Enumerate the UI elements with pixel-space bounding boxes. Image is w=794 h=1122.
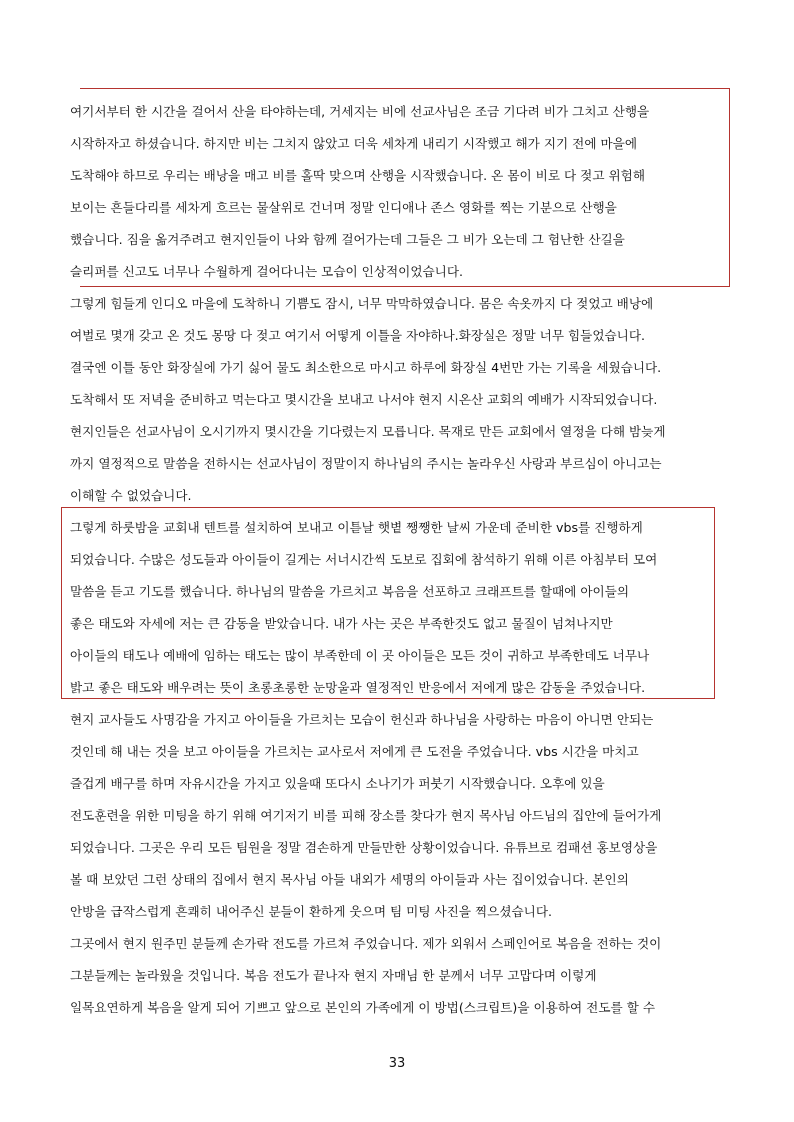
text-line: 볼 때 보았던 그런 상태의 집에서 현지 목사님 아들 내외가 세명의 아이들과 사는 집이었습니다. 본인의 [70,872,629,887]
text-line: 여기서부터 한 시간을 걸어서 산을 타야하는데, 거세지는 비에 선교사님은 조금 기다려 비가 그치고 산행을 [70,104,650,119]
text-line: 되었습니다. 수많은 성도들과 아이들이 길게는 서너시간씩 도보로 집회에 참석하기 위해 이른 아침부터 모여 [70,552,658,567]
text-line: 했습니다. 짐을 옮겨주려고 현지인들이 나와 함께 걸어가는데 그들은 그 비가 오는데 그 험난한 산길을 [70,232,625,247]
page-number: 33 [388,1056,406,1071]
text-line: 되었습니다. 그곳은 우리 모든 팀원을 정말 겸손하게 만들만한 상황이었습니다. 유튜브로 컴패션 홍보영상을 [70,840,658,855]
text-line: 현지인들은 선교사님이 오시기까지 몇시간을 기다렸는지 모릅니다. 목재로 만든 교회에서 열정을 다해 밤늦게 [70,424,666,439]
text-line: 아이들의 태도나 예배에 임하는 태도는 많이 부족한데 이 곳 아이들은 모든 것이 귀하고 부족한데도 너무나 [70,648,650,663]
text-line: 현지 교사들도 사명감을 가지고 아이들을 가르치는 모습이 헌신과 하나님을 사랑하는 마음이 아니면 안되는 [70,712,654,727]
text-line: 그렇게 힘들게 인디오 마을에 도착하니 기쁨도 잠시, 너무 막막하였습니다. 몸은 속옷까지 다 젖었고 배낭에 [70,296,654,311]
text-line: 도착해야 하므로 우리는 배낭을 매고 비를 홀딱 맞으며 산행을 시작했습니다. 온 몸이 비로 다 젖고 위험해 [70,168,646,183]
text-line: 여벌로 몇개 갖고 온 것도 몽땅 다 젖고 여기서 어떻게 이틀을 자야하나.화장실은 정말 너무 힘들었습니다. [70,328,646,343]
text-line: 즐겁게 배구를 하며 자유시간을 가지고 있을때 또다시 소나기가 퍼붓기 시작했습니다. 오후에 있을 [70,776,605,791]
text-line: 말씀을 듣고 기도를 했습니다. 하나님의 말씀을 가르치고 복음을 선포하고 크래프트를 할때에 아이들의 [70,584,629,599]
text-line: 좋은 태도와 자세에 저는 큰 감동을 받았습니다. 내가 사는 곳은 부족한것도 없고 물질이 넘쳐나지만 [70,616,613,631]
text-line: 그분들께는 놀라웠을 것입니다. 복음 전도가 끝나자 현지 자매님 한 분께서 너무 고맙다며 이렇게 [70,968,597,983]
text-line: 도착해서 또 저녁을 준비하고 먹는다고 몇시간을 보내고 나서야 현지 시온산 교회의 예배가 시작되었습니다. [70,392,658,407]
text-line: 결국엔 이틀 동안 화장실에 가기 싫어 물도 최소한으로 마시고 하루에 화장실 4번만 가는 기록을 세웠습니다. [70,360,662,375]
text-line: 안방을 급작스럽게 흔쾌히 내어주신 분들이 환하게 웃으며 팀 미팅 사진을 찍으셨습니다. [70,904,552,919]
text-line: 일목요연하게 복음을 알게 되어 기쁘고 앞으로 본인의 가족에게 이 방법(스크립트)을 이용하여 전도를 할 수 [70,1000,655,1015]
text-line: 그곳에서 현지 원주민 분들께 손가락 전도를 가르쳐 주었습니다. 제가 외워서 스페인어로 복음을 전하는 것이 [70,936,662,951]
text-line: 시작하자고 하셨습니다. 하지만 비는 그치지 않았고 더욱 세차게 내리기 시작했고 해가 지기 전에 마을에 [70,136,637,151]
text-line: 슬리퍼를 신고도 너무나 수월하게 걸어다니는 모습이 인상적이었습니다. [70,264,463,279]
text-line: 이해할 수 없었습니다. [70,488,192,503]
text-line: 보이는 흔들다리를 세차게 흐르는 물살위로 건너며 정말 인디애나 존스 영화를 찍는 기분으로 산행을 [70,200,617,215]
text-line: 전도훈련을 위한 미팅을 하기 위해 여기저기 비를 피해 장소를 찾다가 현지 목사님 아드님의 집안에 들어가게 [70,808,662,823]
text-line: 것인데 해 내는 것을 보고 아이들을 가르치는 교사로서 저에게 큰 도전을 주었습니다. vbs 시간을 마치고 [70,744,639,759]
text-line: 밝고 좋은 태도와 배우려는 뜻이 초롱초롱한 눈망울과 열정적인 반응에서 저에게 많은 감동을 주었습니다. [70,680,646,695]
text-line: 까지 열정적으로 말씀을 전하시는 선교사님이 정말이지 하나님의 주시는 놀라우신 사랑과 부르심이 아니고는 [70,456,662,471]
text-line: 그렇게 하룻밤을 교회내 텐트를 설치하여 보내고 이튿날 햇볕 쨍쨍한 날씨 가운데 준비한 vbs를 진행하게 [70,520,643,535]
